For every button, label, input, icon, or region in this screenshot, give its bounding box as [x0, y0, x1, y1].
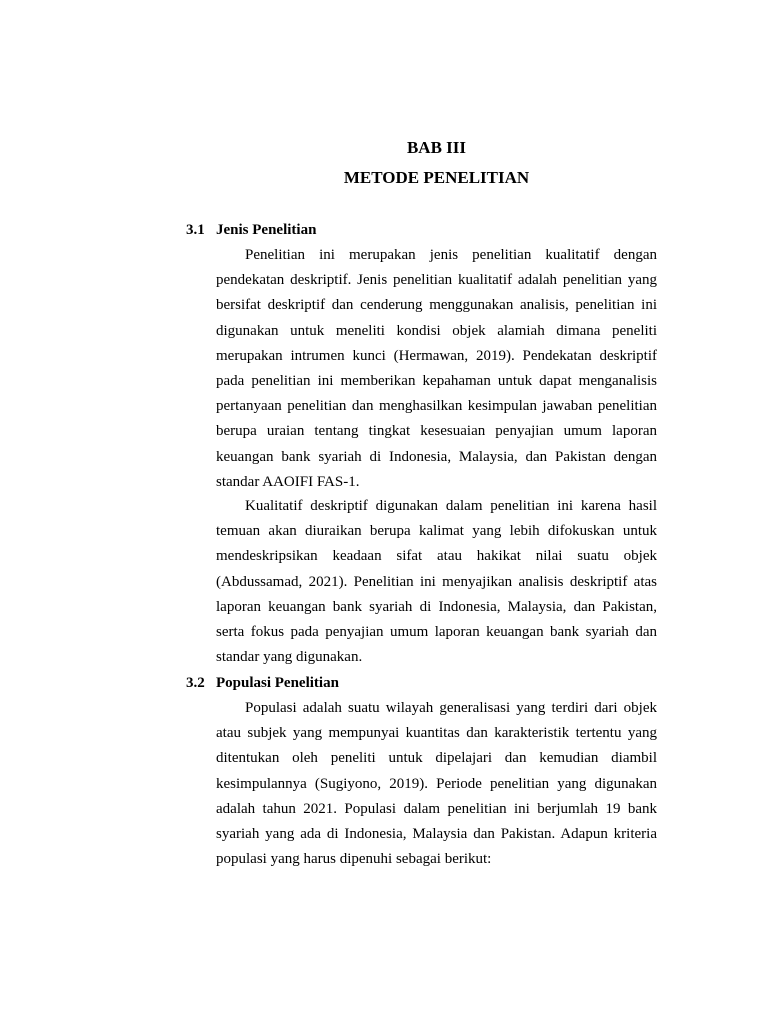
section-heading-populasi-penelitian — [186, 673, 339, 693]
section-number: 3.2 — [186, 675, 205, 691]
paragraph: Populasi adalah suatu wilayah generalisasi yang terdiri dari objek atau subjek yang mempunyai kuantitas dan karakteristik tertentu yang ditentukan oleh peneliti untuk dipelajari dan kemudian diambil kesimpulannya (Sugiyono, 2019). Periode penelitian yang digunakan adalah tahun 2021. Populasi dalam penelitian ini berjumlah 19 bank syariah yang ada di Indonesia, Malaysia dan Pakistan. Adapun kriteria populasi yang harus dipenuhi sebagai berikut: — [216, 700, 657, 868]
section-heading-jenis-penelitian — [186, 220, 316, 240]
section-title: Jenis Penelitian — [216, 222, 317, 238]
chapter-number: BAB III — [406, 138, 467, 157]
section-number: 3.1 — [186, 222, 205, 238]
paragraph: Kualitatif deskriptif digunakan dalam penelitian ini karena hasil temuan akan diuraikan berupa kalimat yang lebih difokuskan untuk mendeskripsikan keadaan sifat atau hakikat nilai suatu objek (Abdussamad, 2021). Penelitian ini menyajikan analisis deskriptif atas laporan keuangan bank syariah di Indonesia, Malaysia, dan Pakistan, serta fokus pada penyajian umum laporan keuangan bank syariah dan standar yang digunakan. — [216, 498, 657, 666]
chapter-title: METODE PENELITIAN — [343, 168, 530, 187]
section-title: Populasi Penelitian — [216, 675, 339, 691]
paragraph: Penelitian ini merupakan jenis penelitian kualitatif dengan pendekatan deskriptif. Jenis penelitian kualitatif adalah penelitian yang bersifat deskriptif dan cenderung menggunakan analisis, penelitian ini digunakan untuk meneliti kondisi objek alamiah dimana peneliti merupakan intrumen kunci (Hermawan, 2019). Pendekatan deskriptif pada penelitian ini memberikan kepahaman untuk dapat menganalisis pertanyaan penelitian dan menghasilkan kesimpulan jawaban penelitian berupa uraian tentang tingkat kesesuaian penyajian umum laporan keuangan bank syariah di Indonesia, Malaysia, dan Pakistan dengan standar AAOIFI FAS-1. — [216, 247, 657, 490]
